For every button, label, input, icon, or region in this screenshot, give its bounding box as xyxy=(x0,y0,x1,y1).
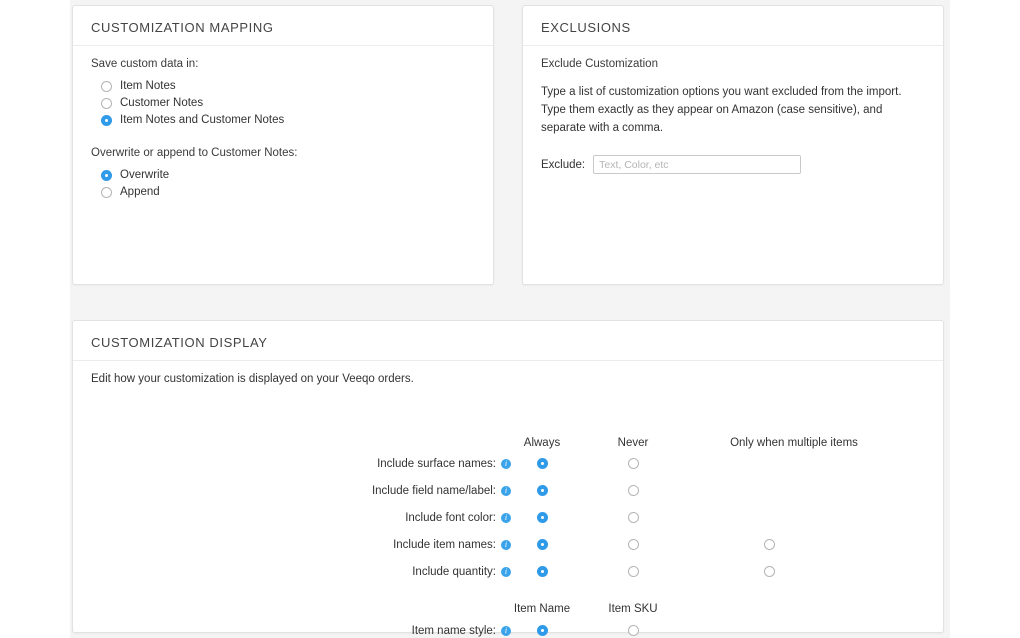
overwrite-option-append[interactable] xyxy=(101,186,475,198)
save-option-item-and-customer-notes[interactable] xyxy=(101,114,475,126)
option-item-name-style-item-sku[interactable] xyxy=(628,625,639,636)
info-icon[interactable]: i xyxy=(501,540,511,550)
info-icon[interactable]: i xyxy=(501,459,511,469)
column-header-never: Never xyxy=(617,437,649,449)
radio-append[interactable] xyxy=(101,187,112,198)
row-label-text: Include item names: xyxy=(393,539,496,551)
option-include-quantity-never[interactable] xyxy=(628,566,639,577)
customization-mapping-card xyxy=(72,5,494,285)
column-header-always: Always xyxy=(523,437,561,449)
info-icon[interactable]: i xyxy=(501,567,511,577)
page-left-gutter xyxy=(0,0,70,638)
info-icon[interactable]: i xyxy=(501,486,511,496)
exclusions-description: Type a list of customization options you want excluded from the import. Type them exactly as they appear on Amazon (case sensitive), and separate with a comma. xyxy=(541,86,902,134)
column-header-only-when-multiple-items: Only when multiple items xyxy=(730,437,858,449)
option-include-quantity-always[interactable] xyxy=(537,566,548,577)
option-include-quantity-only-when-multiple-items[interactable] xyxy=(764,566,775,577)
info-icon[interactable]: i xyxy=(501,626,511,636)
radio-overwrite[interactable] xyxy=(101,170,112,181)
customization-display-body xyxy=(73,361,943,638)
customization-display-card xyxy=(72,320,944,637)
option-item-name-style-item-name[interactable] xyxy=(537,625,548,636)
option-include-item-names-never[interactable] xyxy=(628,539,639,550)
overwrite-append-label: Overwrite or append to Customer Notes: xyxy=(91,147,298,159)
customization-mapping-title: CUSTOMIZATION MAPPING xyxy=(73,6,493,46)
row-label-text: Include font color: xyxy=(405,512,496,524)
row-label-include-field-name-label xyxy=(91,485,511,497)
row-label-include-surface-names xyxy=(91,458,511,470)
option-include-item-names-always[interactable] xyxy=(537,539,548,550)
customization-display-note: Edit how your customization is displayed on your Veeqo orders. xyxy=(91,373,414,385)
save-option-customer-notes[interactable] xyxy=(101,97,475,109)
option-include-surface-names-always[interactable] xyxy=(537,458,548,469)
option-include-item-names-only-when-multiple-items[interactable] xyxy=(764,539,775,550)
row-label-text: Item name style: xyxy=(411,625,496,637)
radio-item-and-customer-notes[interactable] xyxy=(101,115,112,126)
option-include-font-color-always[interactable] xyxy=(537,512,548,523)
option-include-field-name-label-never[interactable] xyxy=(628,485,639,496)
option-include-font-color-never[interactable] xyxy=(628,512,639,523)
option-include-field-name-label-always[interactable] xyxy=(537,485,548,496)
row-label-text: Include field name/label: xyxy=(371,485,496,497)
overwrite-option-label: Overwrite xyxy=(120,169,170,181)
row-label-include-quantity xyxy=(91,566,511,578)
save-option-label: Item Notes and Customer Notes xyxy=(120,114,285,126)
info-icon[interactable]: i xyxy=(501,513,511,523)
display-options-matrix xyxy=(91,409,925,638)
radio-customer-notes[interactable] xyxy=(101,98,112,109)
overwrite-option-overwrite[interactable] xyxy=(101,169,475,181)
save-option-label: Customer Notes xyxy=(120,97,204,109)
customization-mapping-body xyxy=(73,46,493,217)
exclude-field-label: Exclude: xyxy=(541,158,586,171)
customization-display-title: CUSTOMIZATION DISPLAY xyxy=(73,321,943,361)
exclude-field-row xyxy=(541,155,925,174)
save-option-label: Item Notes xyxy=(120,80,176,92)
column-header-item-sku: Item SKU xyxy=(608,603,658,615)
option-include-surface-names-never[interactable] xyxy=(628,458,639,469)
column-header-item-name: Item Name xyxy=(513,603,571,615)
row-label-text: Include quantity: xyxy=(412,566,496,578)
radio-item-notes[interactable] xyxy=(101,81,112,92)
exclude-customization-heading: Exclude Customization xyxy=(541,58,658,70)
page-right-gutter xyxy=(950,0,1020,638)
save-option-item-notes[interactable] xyxy=(101,80,475,92)
mapping-spacer xyxy=(91,131,475,147)
row-label-include-font-color xyxy=(91,512,511,524)
overwrite-option-label: Append xyxy=(120,186,160,198)
row-label-text: Include surface names: xyxy=(377,458,496,470)
row-label-item-name-style xyxy=(91,625,511,637)
row-label-include-item-names xyxy=(91,539,511,551)
exclude-input[interactable] xyxy=(593,155,801,174)
exclusions-card xyxy=(522,5,944,285)
exclusions-body xyxy=(523,46,943,188)
save-custom-data-label: Save custom data in: xyxy=(91,58,199,70)
exclusions-title: EXCLUSIONS xyxy=(523,6,943,46)
